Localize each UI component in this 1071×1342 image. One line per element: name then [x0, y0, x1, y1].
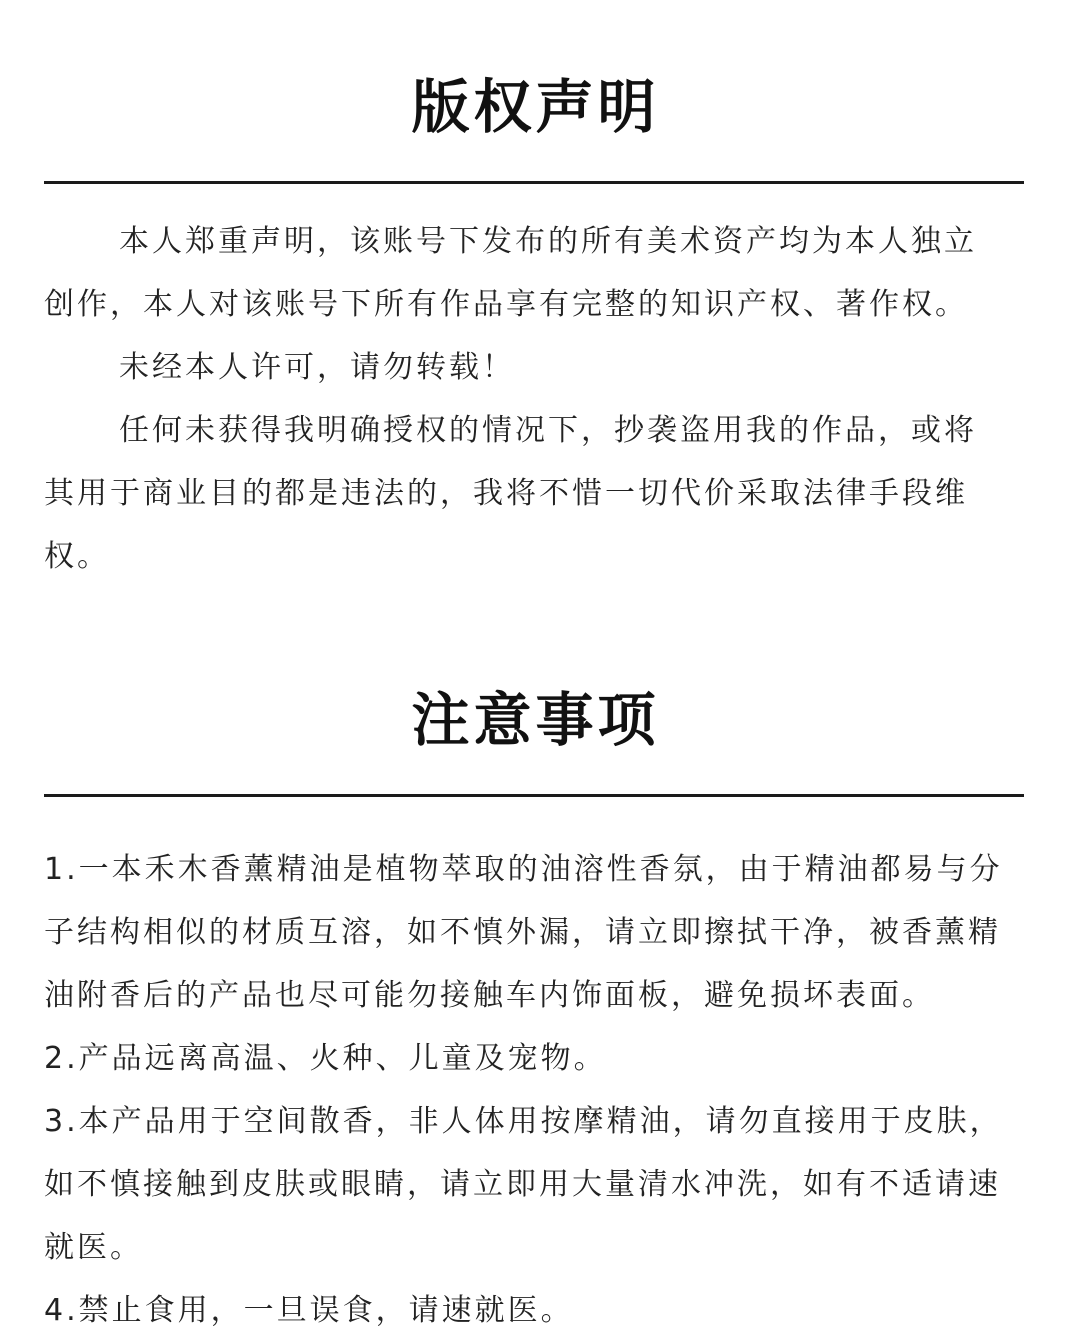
notes-item: 1.一本禾木香薰精油是植物萃取的油溶性香氛，由于精油都易与分子结构相似的材质互溶，如不慎外漏，请立即擦拭干净，被香薰精油附香后的产品也尽可能勿接触车内饰面板，避免损坏表面。 [44, 852, 1003, 1013]
copyright-paragraph: 本人郑重声明，该账号下发布的所有美术资产均为本人独立创作，本人对该账号下所有作品享有完整的知识产权、著作权。 [44, 224, 977, 322]
notes-item: 2.产品远离高温、火种、儿童及宠物。 [44, 1041, 607, 1076]
notes-title: 注意事项 [411, 686, 660, 754]
notes-item: 4.禁止食用，一旦误食，请速就医。 [44, 1293, 574, 1328]
copyright-body [44, 210, 1009, 588]
notes-body [44, 838, 1009, 1342]
copyright-divider [44, 181, 1024, 184]
notes-divider [44, 794, 1024, 797]
copyright-paragraph: 任何未获得我明确授权的情况下，抄袭盗用我的作品，或将其用于商业目的都是违法的，我将不惜一切代价采取法律手段维权。 [44, 413, 977, 574]
copyright-paragraph: 未经本人许可，请勿转载！ [119, 350, 515, 385]
notes-item: 3.本产品用于空间散香，非人体用按摩精油，请勿直接用于皮肤，如不慎接触到皮肤或眼睛，请立即用大量清水冲洗，如有不适请速就医。 [44, 1104, 1003, 1265]
copyright-title: 版权声明 [411, 73, 660, 141]
